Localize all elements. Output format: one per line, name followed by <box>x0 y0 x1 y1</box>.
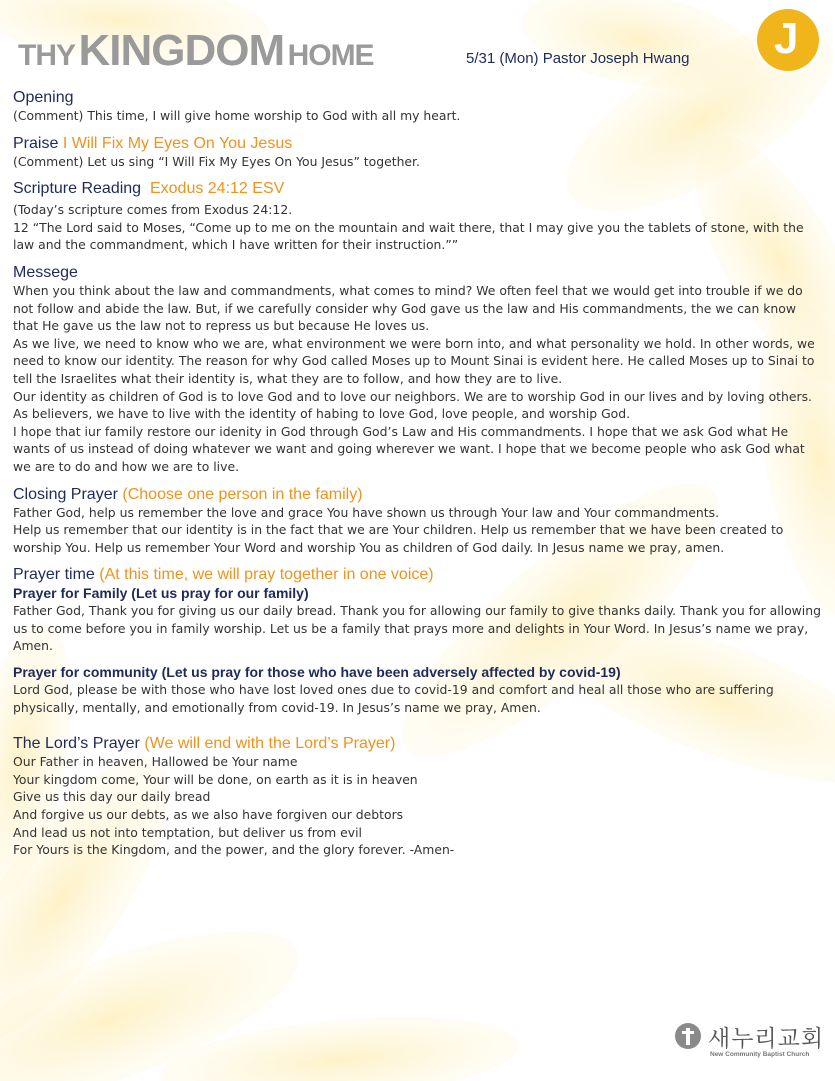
text-line: Our identity as children of God is to love God and to love our neighbors. We are to worship God in our lives and by loving others. <box>13 388 812 404</box>
lords-prayer-body <box>13 753 825 859</box>
prayer-time-heading <box>13 565 825 584</box>
church-name-english: New Community Baptist Church <box>710 1051 810 1058</box>
text-line: I hope that iur family restore our idenity in God through God’s Law and His commandments. I hope that we ask God what He wants of us instead of doing whatever we want and going wherever we want. I hope that we become people who ask God what we are to do and how we are to live. <box>13 423 805 474</box>
praise-heading <box>13 134 825 153</box>
section-scripture <box>13 179 825 254</box>
prayer-time-note: (At this time, we will pray together in one voice) <box>99 566 434 584</box>
opening-heading: Opening <box>13 89 74 106</box>
title-suffix: HOME <box>287 39 374 72</box>
community-prayer-heading: Prayer for community (Let us pray for those who have been adversely affected by covid-19) <box>13 664 621 681</box>
community-prayer-body <box>13 681 825 716</box>
text-line: Father God, help us remember the love and grace You have shown us through Your law and Your commandments. <box>13 504 720 520</box>
lords-prayer-note: (We will end with the Lord’s Prayer) <box>144 735 396 753</box>
text-line: 12 “The Lord said to Moses, “Come up to me on the mountain and wait there, that I may give you the tablets of stone, with the law and the commandment, which I have written for their instruction.”” <box>13 219 804 253</box>
date-pastor-line: 5/31 (Mon) Pastor Joseph Hwang <box>466 50 690 67</box>
text-line: Your kingdom come, Your will be done, on earth as it is in heaven <box>13 771 418 787</box>
j-logo <box>757 9 819 71</box>
text-line: Lord God, please be with those who have lost loved ones due to covid-19 and comfort and heal all those who are suffering physically, mentally, and emotionally from covid-19. In Jesus’s name we pray, Amen. <box>13 682 774 715</box>
opening-body <box>13 107 825 125</box>
scripture-label: Scripture Reading <box>13 180 142 198</box>
text-line: As believers, we have to live with the identity of habing to love God, love people, and worship God. <box>13 406 631 422</box>
text-line: Father God, Thank you for giving us our daily bread. Thank you for allowing our family to give thanks daily. Thank you for allowing us to come before you in family worship. Let us be a family that prays more and delights in Your Word. In Jesus’s name we pray, Amen. <box>13 603 821 654</box>
praise-label: Praise <box>13 134 59 152</box>
section-closing-prayer <box>13 485 825 557</box>
section-prayer-time <box>13 565 825 716</box>
text-line: Help us remember that our identity is in the fact that we are Your children. Help us remember that we have been created to worship You. Help us remember Your Word and worship You as children of God daily. In Jesus name we pray, amen. <box>13 522 784 555</box>
family-prayer-body <box>13 602 825 655</box>
praise-song-title: I Will Fix My Eyes On You Jesus <box>62 134 293 152</box>
church-mark-icon <box>674 1022 702 1050</box>
text-line: (Today’s scripture comes from Exodus 24:12. <box>13 202 293 218</box>
message-heading: Messege <box>13 263 78 281</box>
title-prefix: THY <box>18 39 75 72</box>
section-opening <box>13 88 825 125</box>
worship-content <box>13 88 825 868</box>
lords-prayer-label: The Lord’s Prayer <box>13 735 140 753</box>
closing-prayer-body <box>13 504 825 557</box>
text-line: And lead us not into temptation, but deliver us from evil <box>13 824 362 840</box>
text-line: Our Father in heaven, Hallowed be Your name <box>13 754 298 770</box>
praise-body <box>13 153 825 171</box>
church-name-korean: 새누리교회 <box>708 1026 825 1052</box>
text-line: For Yours is the Kingdom, and the power, and the glory forever. -Amen- <box>13 842 455 858</box>
closing-prayer-label: Closing Prayer <box>13 485 118 503</box>
text-line: And forgive us our debts, as we also have forgiven our debtors <box>13 807 404 823</box>
text-line: (Comment) Let us sing “I Will Fix My Eyes On You Jesus” together. <box>13 153 420 169</box>
closing-prayer-note: (Choose one person in the family) <box>122 485 363 503</box>
title-main: KINGDOM <box>78 26 285 75</box>
page-title <box>18 26 374 76</box>
lords-prayer-heading <box>13 734 825 753</box>
message-body <box>13 282 825 476</box>
family-prayer-heading: Prayer for Family (Let us pray for our family) <box>13 585 309 602</box>
scripture-heading <box>13 179 825 198</box>
text-line: (Comment) This time, I will give home worship to God with all my heart. <box>13 108 461 123</box>
text-line: When you think about the law and commandments, what comes to mind? We often feel that we would get into trouble if we do not follow and abide the law. But, if we carefully consider why God gave us the law and His commandments, the we can know that He gave us the law not to repress us but because He loves us. <box>13 282 803 334</box>
section-lords-prayer <box>13 734 825 859</box>
logo-letter: J <box>774 14 799 63</box>
scripture-reference: Exodus 24:12 ESV <box>149 180 285 198</box>
section-message <box>13 263 825 476</box>
closing-prayer-heading <box>13 485 825 504</box>
text-line: Give us this day our daily bread <box>13 789 211 805</box>
scripture-body <box>13 201 825 254</box>
prayer-time-label: Prayer time <box>13 566 95 584</box>
text-line: As we live, we need to know who we are, what environment we were born into, and what personality we hold. In other words, we need to know our identity. The reason for why God called Moses up to Mount Sinai is evident here. He called Moses up to Sinai to tell the Israelites what their identity is, what they are to follow, and how they are to live. <box>13 335 815 386</box>
section-praise <box>13 134 825 171</box>
